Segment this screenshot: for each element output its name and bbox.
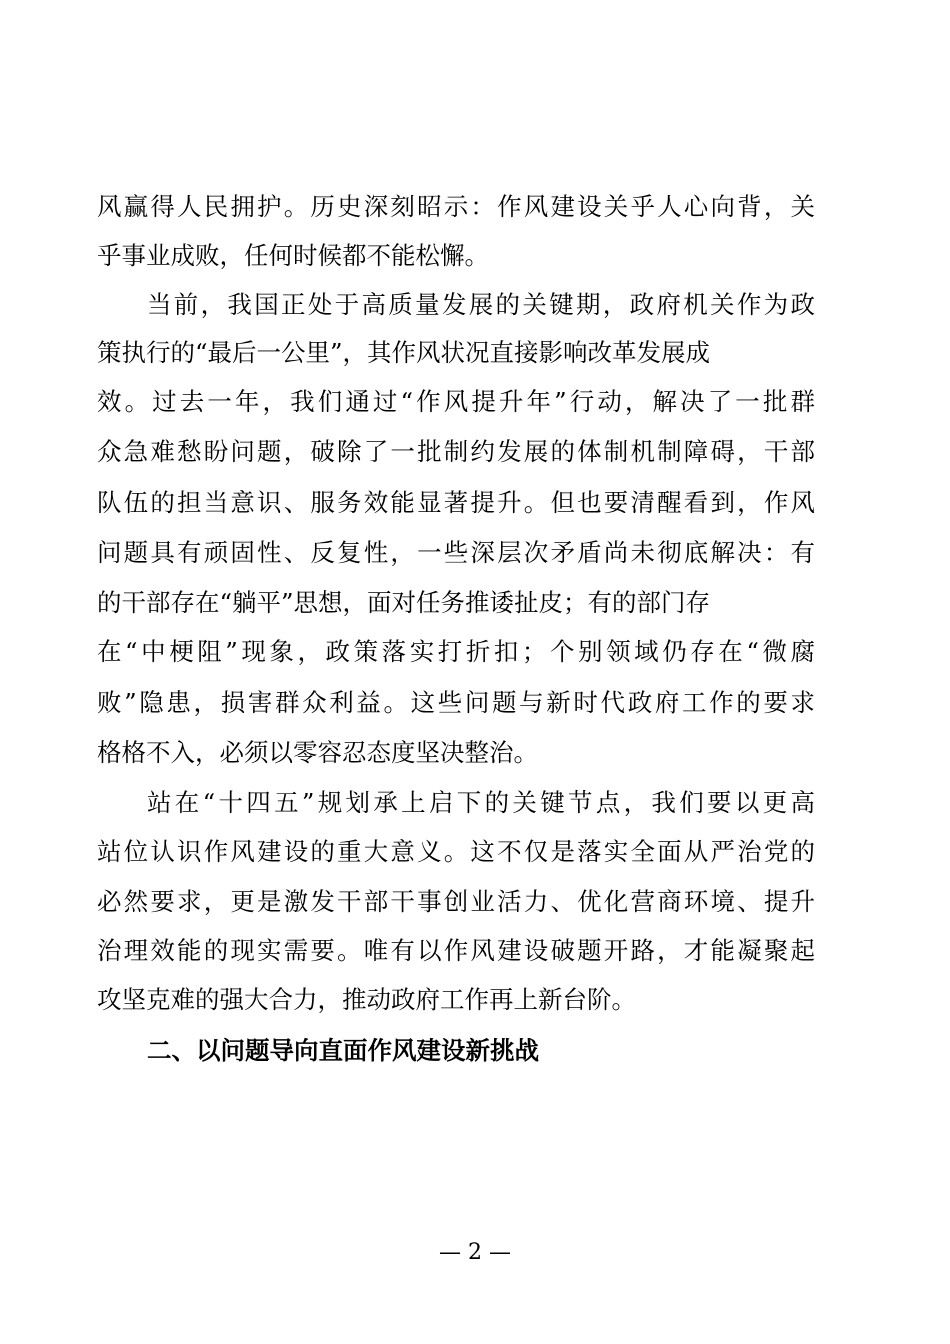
body-line: 策执行的“最后一公里”，其作风状况直接影响改革发展成: [97, 338, 711, 367]
body-line: 风赢得人民拥护。历史深刻昭示：作风建设关乎人心向背，关: [97, 192, 815, 221]
body-line: 问题具有顽固性、反复性，一些深层次矛盾尚未彻底解决：有: [97, 538, 815, 567]
body-line: 格格不入，必须以零容忍态度坚决整治。: [97, 738, 538, 767]
body-line: 的干部存在“躺平”思想，面对任务推诿扯皮；有的部门存: [97, 588, 711, 617]
body-line: 攻坚克难的强大合力，推动政府工作再上新台阶。: [97, 985, 636, 1014]
page-number: — 2 —: [439, 1240, 511, 1265]
paragraph-start-line: 当前，我国正处于高质量发展的关键期，政府机关作为政: [147, 290, 815, 319]
body-line: 在“中梗阻”现象，政策落实打折扣；个别领域仍存在“微腐: [97, 637, 815, 666]
body-line: 必然要求，更是激发干部干事创业活力、优化营商环境、提升: [97, 887, 815, 916]
body-line: 众急难愁盼问题，破除了一批制约发展的体制机制障碍，干部: [97, 437, 815, 466]
body-line: 站位认识作风建设的重大意义。这不仅是落实全面从严治党的: [97, 837, 815, 866]
section-heading: 二、以问题导向直面作风建设新挑战: [147, 1036, 539, 1065]
body-line: 乎事业成败，任何时候都不能松懈。: [97, 241, 489, 270]
body-line: 败”隐患，损害群众利益。这些问题与新时代政府工作的要求: [97, 688, 815, 717]
body-line: 队伍的担当意识、服务效能显著提升。但也要清醒看到，作风: [97, 488, 815, 517]
paragraph-start-line: 站在“十四五”规划承上启下的关键节点，我们要以更高: [147, 788, 815, 817]
body-line: 治理效能的现实需要。唯有以作风建设破题开路，才能凝聚起: [97, 936, 815, 965]
body-line: 效。过去一年，我们通过“作风提升年”行动，解决了一批群: [97, 387, 815, 416]
